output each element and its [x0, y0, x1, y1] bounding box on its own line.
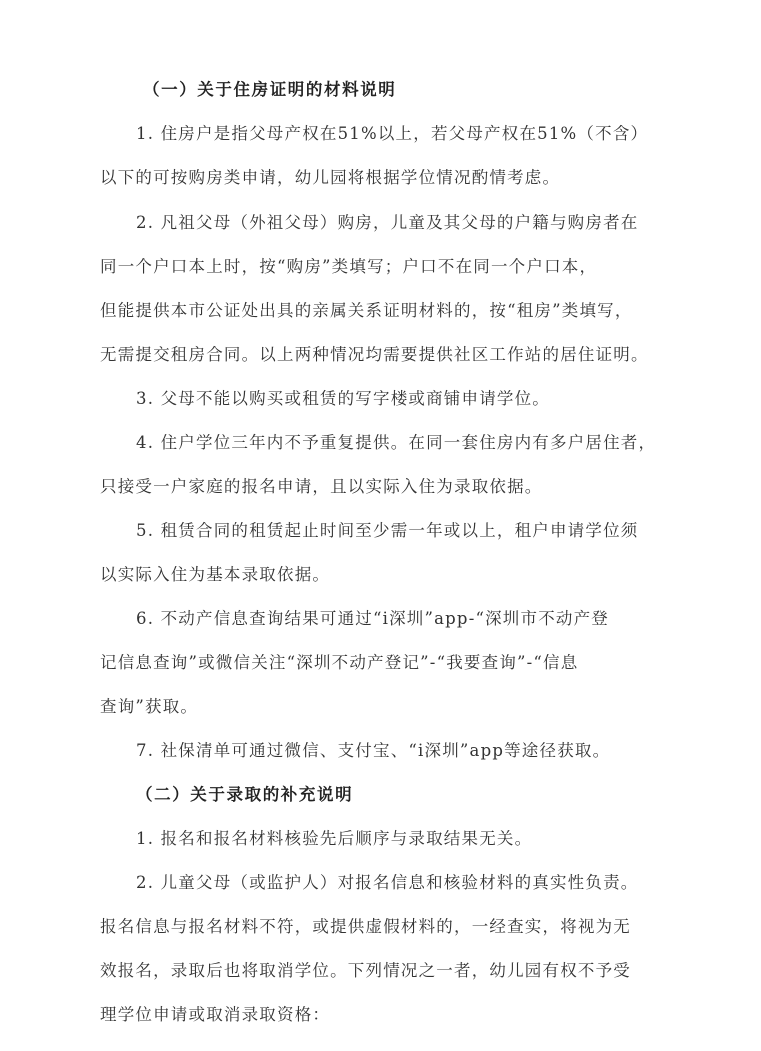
paragraph-line: 以实际入住为基本录取依据。	[100, 565, 331, 584]
paragraph-line: 效报名，录取后也将取消学位。下列情况之一者，幼儿园有权不予受	[100, 961, 631, 980]
paragraph-line: 查询”获取。	[100, 697, 199, 716]
paragraph-line: 2. 凡祖父母（外祖父母）购房，儿童及其父母的户籍与购房者在	[136, 213, 639, 232]
paragraph-line: 只接受一户家庭的报名申请，且以实际入住为录取依据。	[100, 477, 543, 496]
paragraph-line: 3. 父母不能以购买或租赁的写字楼或商铺申请学位。	[136, 389, 550, 408]
paragraph-line: 5. 租赁合同的租赁起止时间至少需一年或以上，租户申请学位须	[136, 521, 639, 540]
paragraph-line: 同一个户口本上时，按“购房”类填写；户口不在同一个户口本，	[100, 257, 598, 276]
paragraph-line: 记信息查询”或微信关注“深圳不动产登记”-“我要查询”-“信息	[100, 653, 579, 672]
paragraph-line: 1. 报名和报名材料核验先后顺序与录取结果无关。	[136, 829, 533, 848]
section-2-heading: （二）关于录取的补充说明	[136, 785, 354, 804]
paragraph-line: 报名信息与报名材料不符，或提供虚假材料的，一经查实，将视为无	[100, 917, 631, 936]
paragraph-line: 以下的可按购房类申请，幼儿园将根据学位情况酌情考虑。	[100, 168, 561, 187]
paragraph-line: 1. 住房户是指父母产权在51%以上，若父母产权在51%（不含）	[136, 124, 649, 143]
section-1-heading: （一）关于住房证明的材料说明	[143, 80, 397, 99]
paragraph-line: 2. 儿童父母（或监护人）对报名信息和核验材料的真实性负责。	[136, 873, 639, 892]
paragraph-line: 理学位申请或取消录取资格：	[100, 1005, 331, 1024]
paragraph-line: 但能提供本市公证处出具的亲属关系证明材料的，按“租房”类填写，	[100, 301, 633, 320]
paragraph-line: 无需提交租房合同。以上两种情况均需要提供社区工作站的居住证明。	[100, 345, 649, 364]
paragraph-line: 6. 不动产信息查询结果可通过“i深圳”app-“深圳市不动产登	[136, 609, 610, 628]
paragraph-line: 4. 住户学位三年内不予重复提供。在同一套住房内有多户居住者，	[136, 433, 657, 452]
paragraph-line: 7. 社保清单可通过微信、支付宝、“i深圳”app等途径获取。	[136, 741, 611, 760]
